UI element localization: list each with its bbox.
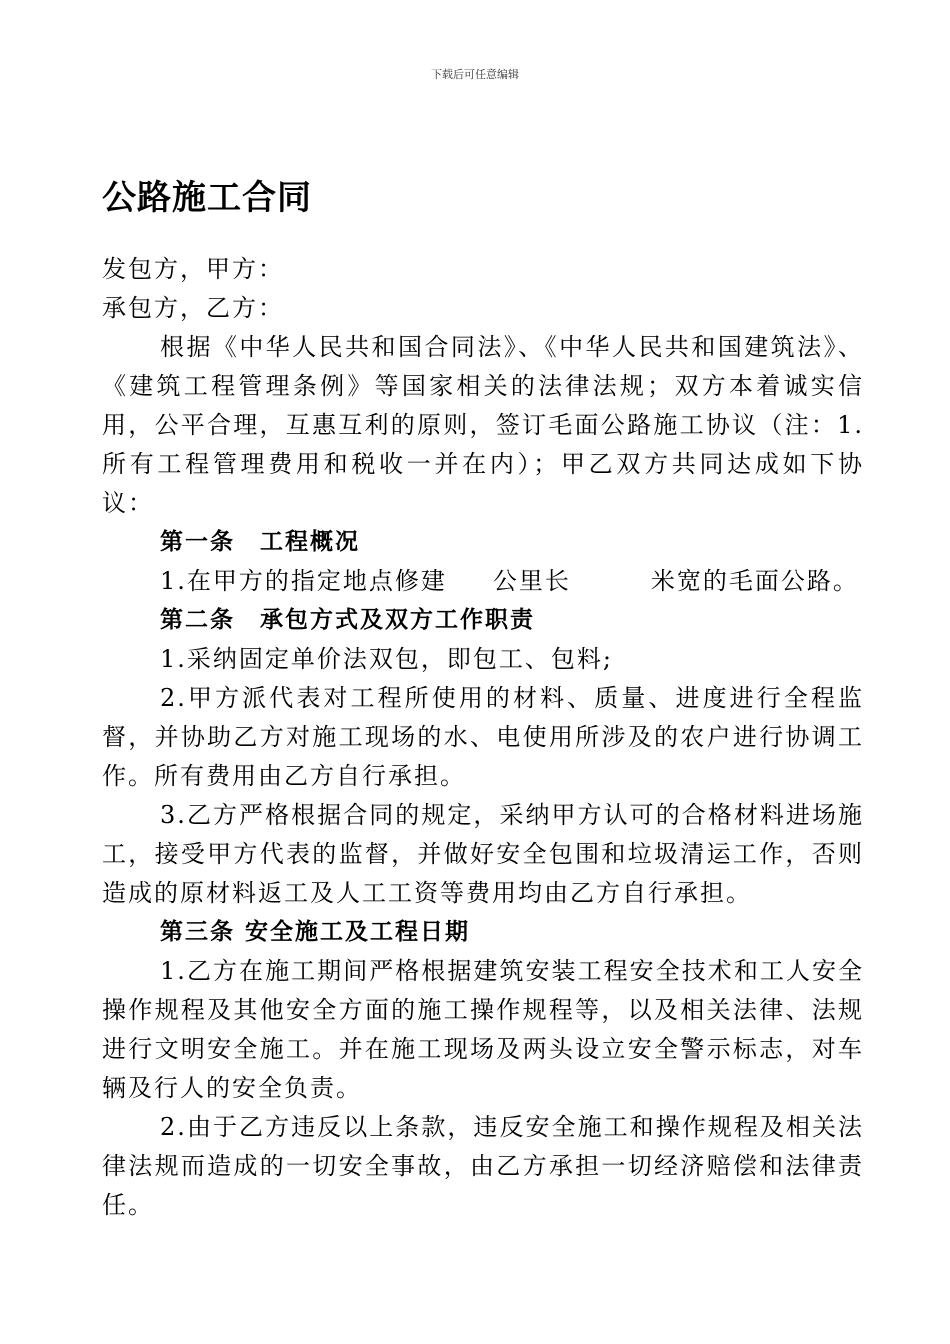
article-2-heading: 第二条 承包方式及双方工作职责 [160,607,535,633]
document-title: 公路施工合同 [102,178,312,218]
article-3-heading: 第三条 安全施工及工程日期 [160,919,471,945]
article-1-item-1 [102,562,864,601]
article-3-item-1: 1.乙方在施工期间严格根据建筑安装工程安全技术和工人安全操作规程及其他安全方面的施工操作规程等，以及相关法律、法规进行文明安全施工。并在施工现场及两头设立安全警示标志，对车辆及行人的安全负责。 [102,957,864,1102]
contract-body [102,250,864,1225]
article-3-item-2: 2.由于乙方违反以上条款，违反安全施工和操作规程及相关法律法规而造成的一切安全事故，由乙方承担一切经济赔偿和法律责任。 [102,1113,864,1219]
article-1-item-1-text-c: 米宽的毛面公路。 [650,567,859,595]
preamble-paragraph: 根据《中华人民共和国合同法》、《中华人民共和国建筑法》、《建筑工程管理条例》等国家相关的法律法规；双方本着诚实信用，公平合理，互惠互利的原则，签订毛面公路施工协议（注：1.所有工程管理费用和税收一并在内）；甲乙双方共同达成如下协议： [102,333,864,517]
employer-party-line: 发包方，甲方： [102,255,284,283]
article-2-item-3: 3.乙方严格根据合同的规定，采纳甲方认可的合格材料进场施工，接受甲方代表的监督，并做好安全包围和垃圾清运工作，否则造成的原材料返工及人工工资等费用均由乙方自行承担。 [102,801,864,907]
page-header-note: 下载后可任意编辑 [431,68,519,81]
article-2-item-1: 1.采纳固定单价法双包，即包工、包料; [160,645,613,673]
article-1-item-1-text-a: 1.在甲方的指定地点修建 [160,567,447,595]
article-1-heading: 第一条 工程概况 [160,529,360,555]
contractor-party-line: 承包方，乙方： [102,294,284,322]
article-1-item-1-text-b: 公里长 [492,567,571,595]
article-2-item-2: 2.甲方派代表对工程所使用的材料、质量、进度进行全程监督，并协助乙方对施工现场的水、电使用所涉及的农户进行协调工作。所有费用由乙方自行承担。 [102,684,864,790]
